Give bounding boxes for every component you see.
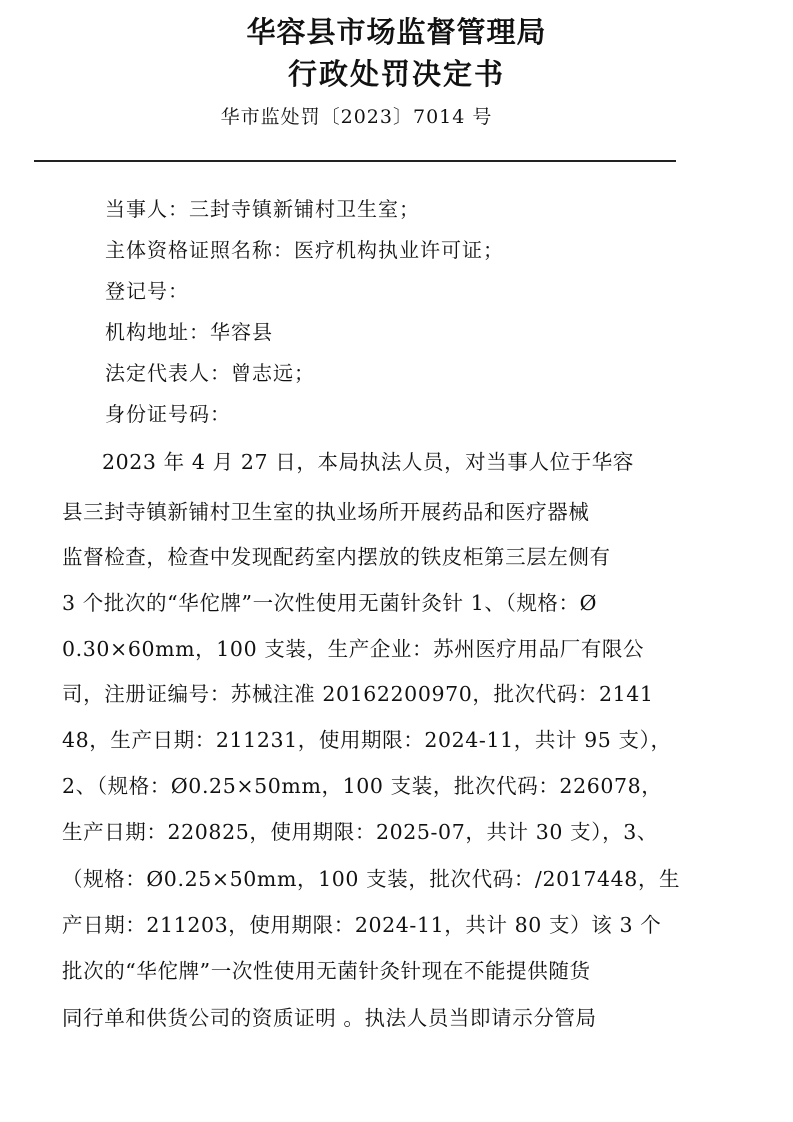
body-line: 批次的“华佗牌”一次性使用无菌针灸针现在不能提供随货 bbox=[62, 959, 591, 983]
legal-representative: 法定代表人：曾志远； bbox=[105, 361, 315, 385]
body-line: 监督检查，检查中发现配药室内摆放的铁皮柜第三层左侧有 bbox=[62, 545, 611, 569]
id-number: 身份证号码： bbox=[105, 402, 231, 426]
body-line: 2023 年 4 月 27 日，本局执法人员，对当事人位于华容 bbox=[102, 450, 634, 474]
body-line: 同行单和供货公司的资质证明 。执法人员当即请示分管局 bbox=[62, 1006, 597, 1030]
party-name: 当事人：三封寺镇新铺村卫生室； bbox=[105, 197, 420, 221]
body-line: 3 个批次的“华佗牌”一次性使用无菌针灸针 1、（规格：Ø bbox=[62, 591, 598, 615]
body-line: （规格：Ø0.25×50mm，100 支装，批次代码：/2017448，生 bbox=[62, 867, 681, 891]
license-name: 主体资格证照名称：医疗机构执业许可证； bbox=[105, 238, 504, 262]
registration-number: 登记号： bbox=[105, 279, 189, 303]
body-line: 县三封寺镇新铺村卫生室的执业场所开展药品和医疗器械 bbox=[62, 500, 590, 524]
body-line: 生产日期：220825，使用期限：2025-07，共计 30 支），3、 bbox=[62, 820, 658, 844]
issuing-authority: 华容县市场监督管理局 bbox=[246, 15, 547, 49]
header-divider bbox=[34, 160, 676, 162]
cut-off-text-fragment bbox=[315, 1052, 425, 1062]
institution-address: 机构地址：华容县 bbox=[105, 320, 273, 344]
body-line: 产日期：211203，使用期限：2024-11，共计 80 支）该 3 个 bbox=[62, 913, 662, 937]
body-line: 司，注册证编号：苏械注准 20162200970，批次代码：2141 bbox=[62, 682, 654, 706]
document-number: 华市监处罚〔2023〕7014 号 bbox=[220, 106, 493, 128]
body-line: 2、（规格：Ø0.25×50mm，100 支装，批次代码：226078， bbox=[62, 774, 663, 798]
body-line: 48，生产日期：211231，使用期限：2024-11，共计 95 支）， bbox=[62, 728, 672, 752]
body-line: 0.30×60mm，100 支装，生产企业：苏州医疗用品厂有限公 bbox=[62, 637, 645, 661]
document-title: 行政处罚决定书 bbox=[287, 57, 505, 91]
